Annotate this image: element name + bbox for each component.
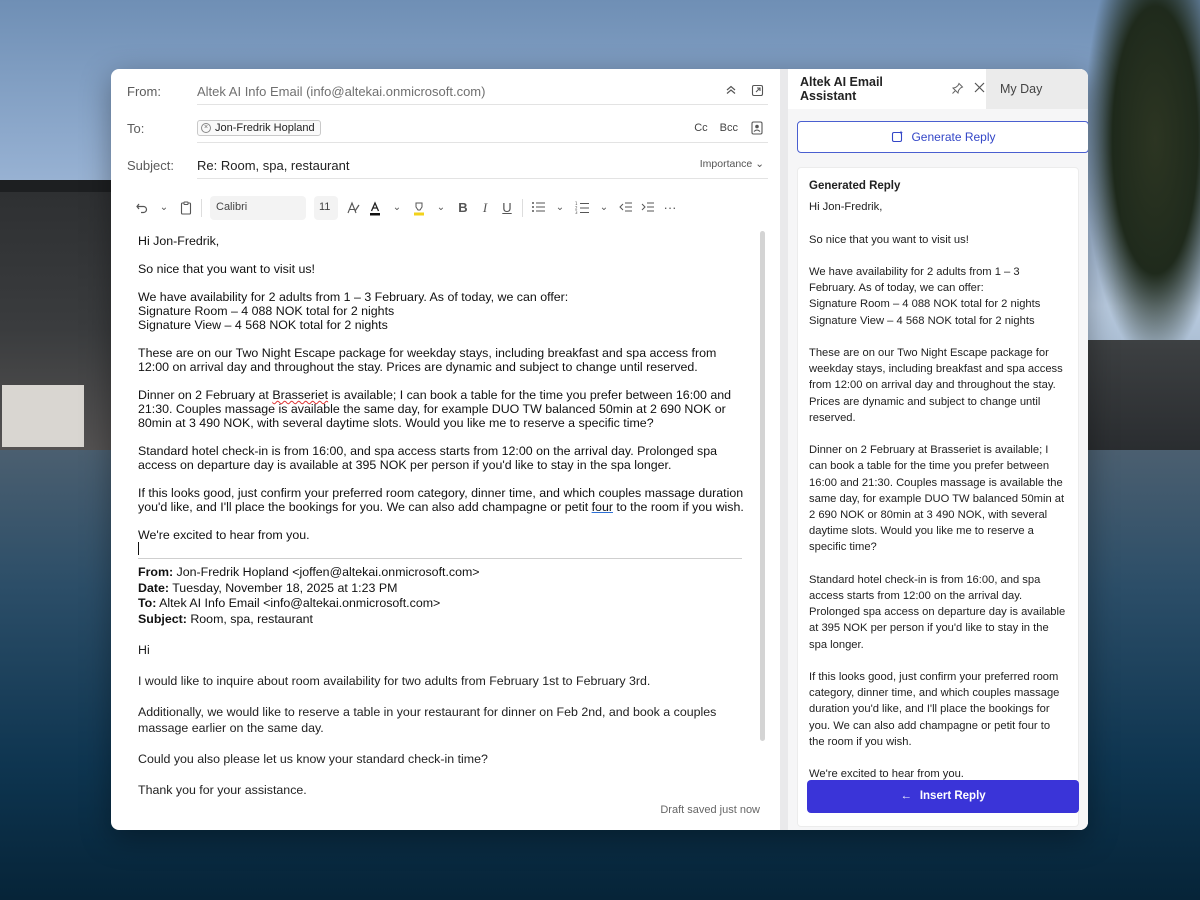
from-row xyxy=(127,77,780,105)
reply-confirm: If this looks good, just confirm your preferred room category, dinner time, and which couples massage duration you'd like, and I'll place the bookings for you. We can also add champagne or petit four to the room if you wish. xyxy=(809,671,1060,748)
background-building xyxy=(0,180,118,450)
body-dinner: Dinner on 2 February at Brasseriet is available; I can book a table for the time you prefer between 16:00 and 21:30. Couples massage is available the same day, for example DUO TW balanced 50min at 2 690 NOK or 80min at 3 490 NOK, with several daytime slots. Would you like me to reserve a specific time? xyxy=(138,388,732,430)
undo-icon[interactable] xyxy=(135,201,149,215)
font-size-select[interactable]: 11 xyxy=(314,196,338,220)
spellcheck-word: Brasseriet xyxy=(272,388,329,402)
body-closing: We're excited to hear from you. xyxy=(138,528,310,542)
recipient-name: Jon-Fredrik Hopland xyxy=(215,122,315,134)
formatting-toolbar xyxy=(135,195,677,221)
subject-row xyxy=(127,151,780,179)
to-row xyxy=(127,113,780,143)
body-scrollbar[interactable] xyxy=(760,231,765,741)
highlight-chevron-icon[interactable]: ⌄ xyxy=(436,202,446,213)
tab-my-day[interactable]: My Day xyxy=(986,69,1088,109)
italic-icon[interactable]: I xyxy=(482,200,488,215)
undo-dropdown-chevron-icon[interactable]: ⌄ xyxy=(159,202,169,213)
reply-dinner: Dinner on 2 February at Brasseriet is available; I can book a table for the time you prefer between 16:00 and 21:30. Couples massage is available the same day, for example DUO TW balanced 50min at 2 690 NOK or 80min at 3 490 NOK, with several daytime slots. Would you like me to reserve a specific time? xyxy=(809,444,1065,554)
text-cursor xyxy=(138,542,139,555)
font-color-icon[interactable] xyxy=(368,201,382,215)
insert-reply-button[interactable]: ← Insert Reply xyxy=(807,780,1079,813)
reply-greeting: Hi Jon-Fredrik, xyxy=(809,201,883,214)
bcc-button[interactable]: Bcc xyxy=(719,122,738,134)
bullets-chevron-icon[interactable]: ⌄ xyxy=(555,202,565,213)
contact-card-icon[interactable] xyxy=(750,121,764,135)
reply-closing: We're excited to hear from you. xyxy=(809,768,964,781)
svg-text:1: 1 xyxy=(575,201,578,206)
importance-dropdown[interactable]: Importance ⌄ xyxy=(699,158,764,170)
from-label: From: xyxy=(127,83,161,99)
subject-label: Subject: xyxy=(127,157,174,173)
bold-icon[interactable]: B xyxy=(458,200,468,215)
chevrons-up-icon[interactable] xyxy=(724,84,738,98)
to-label: To: xyxy=(127,120,145,136)
grammar-word: four xyxy=(591,500,613,514)
pin-icon[interactable] xyxy=(950,82,964,96)
underline-icon[interactable]: U xyxy=(502,200,512,215)
body-checkin: Standard hotel check-in is from 16:00, and spa access starts from 12:00 on the arrival day. Prolonged spa access on departure day is available at 395 NOK per person if you'd like to stay in the spa longer. xyxy=(138,444,718,472)
svg-text:3: 3 xyxy=(575,210,578,214)
bullets-icon[interactable] xyxy=(531,201,545,215)
draft-status: Draft saved just now xyxy=(660,804,760,816)
chevron-down-icon: ⌄ xyxy=(755,158,764,170)
close-icon[interactable] xyxy=(972,82,986,96)
assistant-pane xyxy=(788,69,1088,830)
format-painter-icon[interactable] xyxy=(346,201,360,215)
clipboard-icon[interactable] xyxy=(179,201,193,215)
background-building-right xyxy=(1088,340,1200,450)
highlight-icon[interactable] xyxy=(412,201,426,215)
mail-window xyxy=(111,69,1088,830)
outdent-icon[interactable] xyxy=(619,201,633,215)
more-icon[interactable]: ··· xyxy=(663,200,677,215)
popout-icon[interactable] xyxy=(750,84,764,98)
arrow-left-icon: ← xyxy=(900,790,912,803)
remove-recipient-icon[interactable]: × xyxy=(201,123,211,133)
body-confirm: If this looks good, just confirm your preferred room category, dinner time, and which couples massage duration you'd like, and I'll place the bookings for you. We can also add champagne or petit four to the room if you wish. xyxy=(138,486,744,514)
quote-separator xyxy=(138,558,742,559)
recipient-chip[interactable] xyxy=(197,120,321,136)
tab-email-assistant[interactable]: Altek AI Email Assistant xyxy=(788,69,986,109)
font-family-select[interactable]: Calibri xyxy=(210,196,306,220)
message-body[interactable] xyxy=(138,234,748,814)
generate-reply-button[interactable]: Generate Reply xyxy=(797,121,1088,153)
body-package: These are on our Two Night Escape package for weekday stays, including breakfast and spa access from 12:00 on arrival day and throughout the stay. Prices are dynamic and subject to change until reserved. xyxy=(138,346,717,374)
font-color-chevron-icon[interactable]: ⌄ xyxy=(392,202,402,213)
reply-availability: We have availability for 2 adults from 1 – 3 February. As of today, we can offer: Signature Room – 4 088 NOK total for 2 nights Signature View – 4 568 NOK total for 2 nights xyxy=(809,265,1041,327)
generated-reply-title: Generated Reply xyxy=(809,180,901,192)
reply-package: These are on our Two Night Escape package for weekday stays, including breakfast and spa access from 12:00 on arrival day and throughout the stay. Prices are dynamic and subject to change until reserved. xyxy=(809,346,1063,424)
body-intro: So nice that you want to visit us! xyxy=(138,262,316,276)
background-trees xyxy=(1088,0,1200,350)
quoted-body: Hi I would like to inquire about room availability for two adults from February 1st to February 3rd. Additionally, we would like to reserve a table in your restaurant for dinner on Feb 2nd, and book a couples massage earlier on the same day. Could you also please let us know your standard check-in time? Thank you for your assistance. xyxy=(138,643,717,797)
generated-reply-card xyxy=(797,167,1079,827)
reply-intro: So nice that you want to visit us! xyxy=(809,233,969,246)
indent-icon[interactable] xyxy=(641,201,655,215)
cc-button[interactable]: Cc xyxy=(694,122,708,134)
reply-checkin: Standard hotel check-in is from 16:00, and spa access starts from 12:00 on the arrival day. Prolonged spa access on departure day is available at 395 NOK per person if you'd like to stay in the spa longer. xyxy=(809,573,1066,651)
body-greeting: Hi Jon-Fredrik, xyxy=(138,234,220,248)
quoted-header: From: Jon-Fredrik Hopland <joffen@altekai.onmicrosoft.com> Date: Tuesday, November 18, 2025 at 1:23 PM To: Altek AI Info Email <info@altekai.onmicrosoft.com> Subject: Room, spa, restaurant xyxy=(138,565,480,626)
from-field[interactable]: Altek AI Info Email (info@altekai.onmicrosoft.com) xyxy=(197,83,486,99)
svg-text:2: 2 xyxy=(575,205,578,211)
numbering-icon[interactable] xyxy=(575,201,589,215)
compose-pane xyxy=(111,69,780,830)
sparkle-reply-icon xyxy=(890,130,904,144)
pane-divider[interactable] xyxy=(780,69,788,830)
body-availability: We have availability for 2 adults from 1 – 3 February. As of today, we can offer: Signature Room – 4 088 NOK total for 2 nights Signature View – 4 568 NOK total for 2 nights xyxy=(138,290,569,332)
assistant-tabs xyxy=(788,69,1088,109)
subject-field[interactable]: Re: Room, spa, restaurant xyxy=(197,157,350,173)
numbering-chevron-icon[interactable]: ⌄ xyxy=(599,202,609,213)
